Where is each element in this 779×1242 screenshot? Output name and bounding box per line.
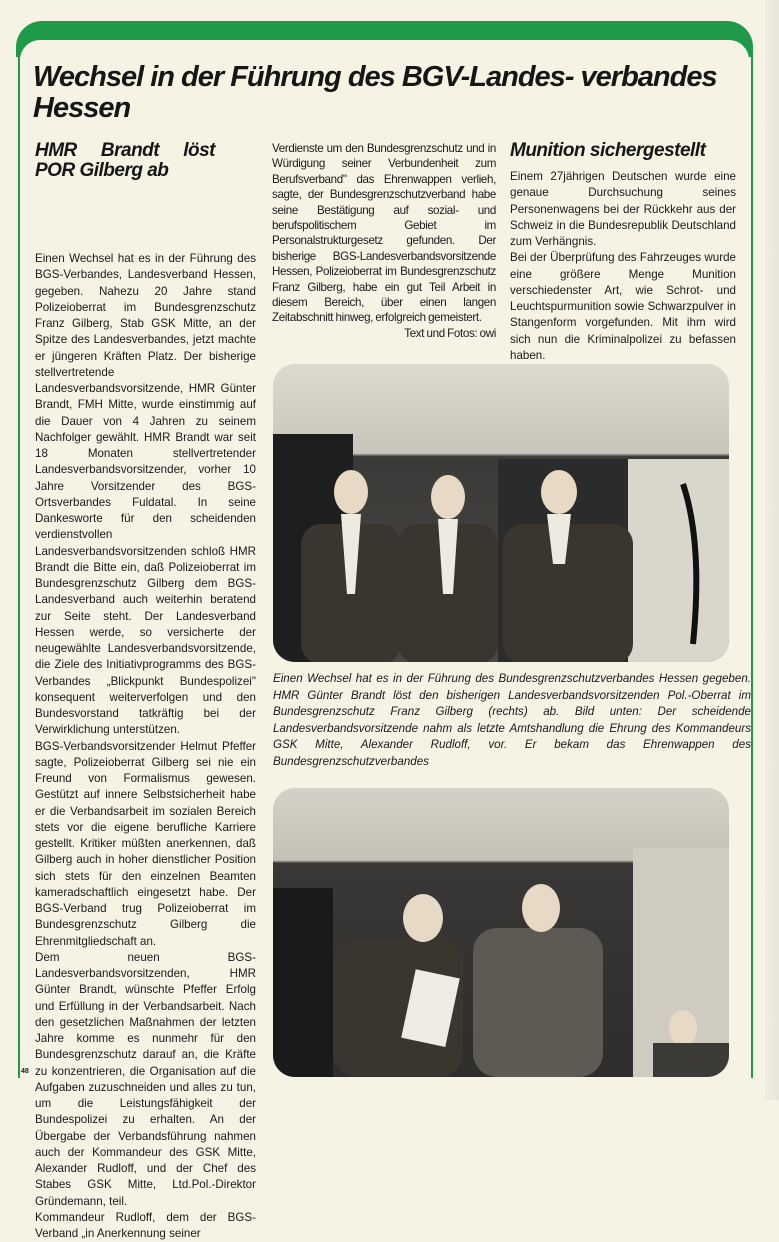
article-paragraph: BGS-Verbandsvorsitzender Helmut Pfeffer sagte, Polizeioberrat Gilberg sei nie ein Freund von Formalismus gewesen. Gestützt auf innere Selbstsicherheit habe er die Verbandsarbeit im sozialen Bereich stets vor die eigene berufliche Karriere gestellt. Kritiker müßten anerkennen, daß Gilberg auch in hoher dienstlicher Position sich stets für den einzelnen Beamten kameradschaftlich eingesetzt habe. Der BGS-Verband trug Polizeioberrat im Bundesgrenzschutz Gilberg die Ehrenmitgliedschaft an. [35,739,256,948]
sidebar-title: Munition sichergestellt [510,140,706,161]
photo-illustration [273,364,729,662]
article-paragraph: Dem neuen BGS-Landesverbandsvorsitzenden, HMR Günter Brandt, wünschte Pfeffer Erfolg und Erfüllung in der Verbandsarbeit. Nach den gesetzlichen Maßnahmen der letzten Jahre komme es nunmehr für den Bundesgrenzschutz darauf an, die Kräfte zu konzentrieren, die Organisation auf die Aufgaben zuzuschneiden und alles zu tun, um die Leistungsfähigkeit der Bundespolizei zu erhalten. An der Übergabe der Verbandsführung nahmen auch der Kommandeur des GSK Mitte, Alexander Rudloff, und der Chef des Stabes GSK Mitte, Ltd.Pol.-Direktor Gründemann, teil. [35,950,256,1208]
photo-group-three-men [273,364,729,662]
frame-line-left [18,50,20,1078]
photo-credit: Text und Fotos: owi [404,326,496,340]
article-paragraph-start: Kommandeur Rudloff, dem der BGS-Verband „in Anerkennung seiner [35,1210,256,1240]
sidebar-paragraph: Einem 27jährigen Deutschen wurde eine genaue Durchsuchung seines Personenwagens bei der Rückkehr aus der Schweiz in die Bundesrepublik Deutschland zum Verhängnis. [510,170,736,248]
article-column-2 [272,141,496,341]
scan-edge [765,0,779,1100]
article-paragraph-continued: Verdienste um den Bundesgrenzschutz und in Würdigung seiner Verbundenheit zum Berufsverband" das Ehrenwappen verlieh, sagte, der Bundesgrenzschutzverband habe seine Bestätigung auf sozial- und berufspolitischem Gebiet im Personalstrukturgesetz gefunden. Der bisherige BGS-Landesverbandsvorsitzende Hessen, Polizeioberrat im Bundesgrenzschutz Franz Gilberg, habe ein gut Teil Arbeit in diesem Bereich, über einen langen Zeitabschnitt hinweg, erfolgreich gemeistert. [272,142,496,325]
article-subhead: HMR Brandt löst POR Gilberg ab [35,140,215,181]
sidebar-paragraph: Bei der Überprüfung des Fahrzeuges wurde eine größere Menge Munition verschiedenster Art, wie Schrot- und Leuchtspurmunition sowie Schwarzpulver in Stangenform vorgefunden. Mit ihm wird sich nun die Kriminalpolizei zu befassen haben. [510,251,736,362]
photo-award-ceremony [273,788,729,1077]
article-paragraph: Einen Wechsel hat es in der Führung des BGS-Verbandes, Landesverband Hessen, gegeben. Nahezu 20 Jahre stand Polizeioberrat im Bundesgrenzschutz Franz Gilberg, Stab GSK Mitte, an der Spitze des Landesverbandes, jetzt machte er jüngeren Kräften Platz. Der bisherige stellvertretende Landesverbandsvorsitzende, HMR Günter Brandt, FMH Mitte, wurde einstimmig auf die Dauer von 4 Jahren zu seinem Nachfolger gewählt. HMR Brandt war seit 18 Monaten stellvertretender Landesverbandsvorsitzender, vorher 10 Jahre Vorsitzender des BGS-Ortsverbandes Fuldatal. In seine Dankesworte für den scheidenden verdienstvollen Landesverbandsvorsitzenden schloß HMR Brandt die Bitte ein, daß Polizeioberrat im Bundesgrenzschutz Gilberg dem BGS-Landesverband auch weiterhin beratend zur Seite steht. Der Landesverband Hessen werde, so versicherte der neugewählte Landesverbandsvorsitzende, die Ziele des Initiativprogramms des BGS-Verbandes „Blickpunkt Bundespolizei" konsequent weiterverfolgen und den Bundesvorstand tatkräftig bei der Verwirklichung unterstützen. [35,252,256,737]
photo-caption: Einen Wechsel hat es in der Führung des Bundesgrenzschutzverbandes Hessen gegeben. HMR Günter Brandt löst den bisherigen Landesverbandsvorsitzenden Pol.-Oberrat im Bundesgrenzschutz Franz Gilberg (rechts) ab. Bild unten: Der scheidende Landesverbandsvorsitzende nahm als letzte Amtshandlung die Ehrung des Kommandeurs GSK Mitte, Alexander Rudloff, vor. Er bekam das Ehrenwappen des Bundesgrenzschutzverbandes [273,672,751,768]
photo-illustration [273,788,729,1077]
article-column-1 [35,141,256,1242]
sidebar-article [510,141,736,364]
frame-line-right [751,50,753,1078]
page-number: 48 [21,1068,29,1075]
headline: Wechsel in der Führung des BGV-Landes- verbandes Hessen [33,61,717,124]
